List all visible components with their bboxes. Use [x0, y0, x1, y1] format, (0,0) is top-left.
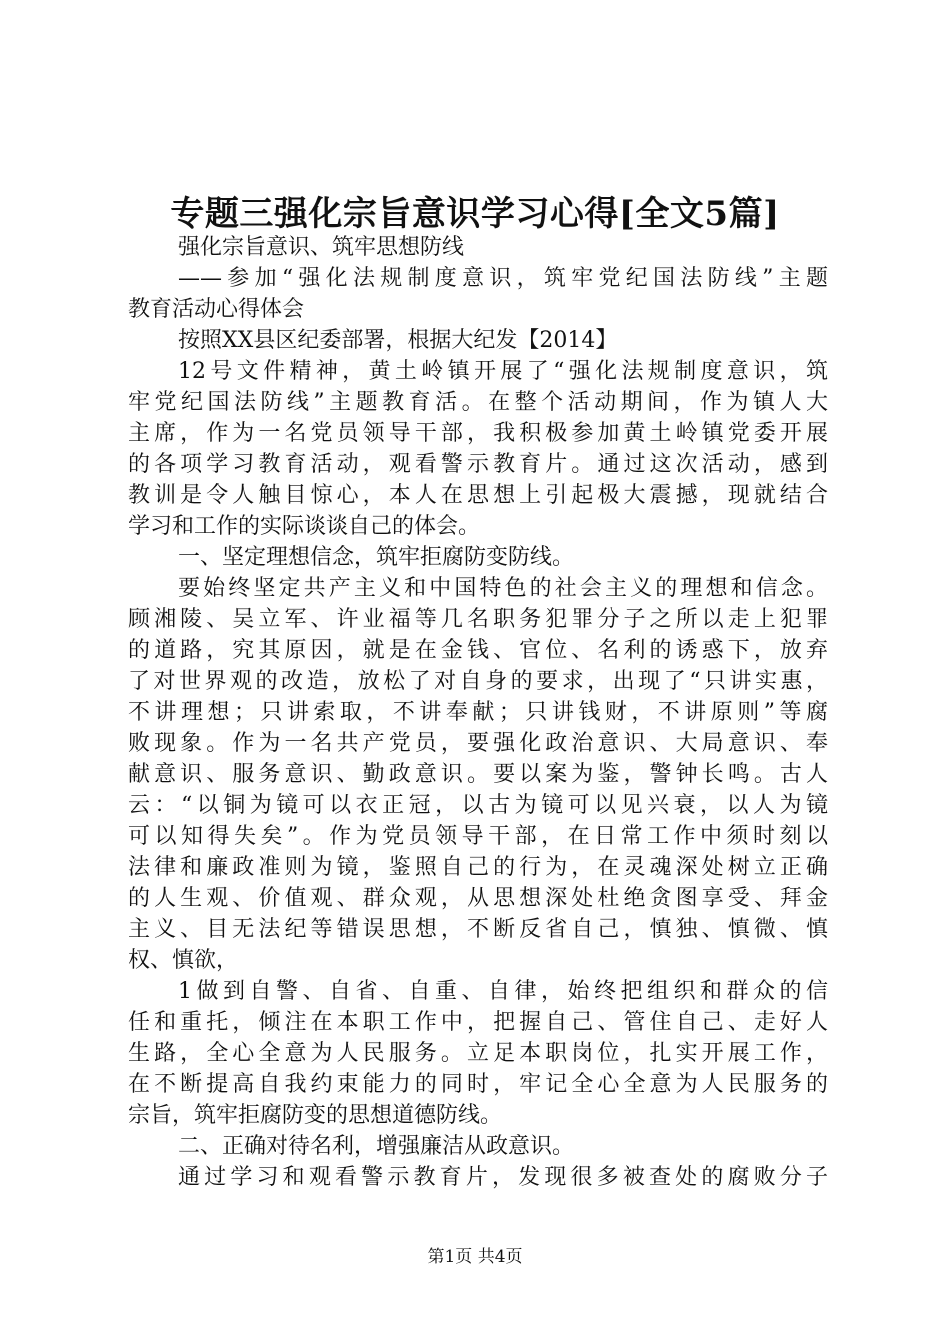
- paragraph-line: 法律和廉政准则为镜，鉴照自己的行为，在灵魂深处树立正确: [128, 855, 828, 880]
- paragraph-line: 不讲理想；只讲索取，不讲奉献；只讲钱财，不讲原则”等腐: [128, 700, 828, 725]
- subtitle-line: 教育活动心得体会: [128, 297, 305, 322]
- paragraph-line: 在不断提高自我约束能力的同时，牢记全心全意为人民服务的: [128, 1072, 828, 1097]
- paragraph-line: 生路，全心全意为人民服务。立足本职岗位，扎实开展工作，: [128, 1041, 828, 1066]
- paragraph-line: 献意识、服务意识、勤政意识。要以案为鉴，警钟长鸣。古人: [128, 762, 828, 787]
- paragraph-line: 的人生观、价值观、群众观，从思想深处杜绝贪图享受、拜金: [128, 886, 828, 911]
- paragraph-line: 了对世界观的改造，放松了对自身的要求，出现了“只讲实惠，: [128, 669, 828, 694]
- paragraph-line: 主义、目无法纪等错误思想，不断反省自己，慎独、慎微、慎: [128, 917, 828, 942]
- paragraph-line: 12号文件精神，黄土岭镇开展了“强化法规制度意识，筑: [178, 359, 828, 384]
- paragraph-line: 可以知得失矣”。作为党员领导干部，在日常工作中须时刻以: [128, 824, 828, 849]
- paragraph-line: 学习和工作的实际谈谈自己的体会。: [128, 514, 481, 539]
- paragraph-line: 的道路，究其原因，就是在金钱、官位、名利的诱惑下，放弃: [128, 638, 828, 663]
- subtitle-line: ——参加“强化法规制度意识，筑牢党纪国法防线”主题: [178, 266, 828, 291]
- document-body: [128, 232, 828, 1193]
- subtitle-line: 强化宗旨意识、筑牢思想防线: [178, 235, 465, 260]
- paragraph-line: 顾湘陵、吴立军、许业福等几名职务犯罪分子之所以走上犯罪: [128, 607, 828, 632]
- paragraph-line: 牢党纪国法防线”主题教育活。在整个活动期间，作为镇人大: [128, 390, 828, 415]
- paragraph-line: 教训是令人触目惊心，本人在思想上引起极大震撼，现就结合: [128, 483, 828, 508]
- document-title: 专题三强化宗旨意识学习心得[全文5篇]: [170, 194, 780, 234]
- paragraph-line: 权、慎欲，: [128, 948, 239, 973]
- paragraph-line: 1做到自警、自省、自重、自律，始终把组织和群众的信: [178, 979, 828, 1004]
- page-footer: 第1页 共4页: [427, 1247, 523, 1267]
- section-heading: 二、正确对待名利，增强廉洁从政意识。: [178, 1134, 575, 1159]
- paragraph-line: 宗旨，筑牢拒腐防变的思想道德防线。: [128, 1103, 503, 1128]
- paragraph-line: 败现象。作为一名共产党员，要强化政治意识、大局意识、奉: [128, 731, 828, 756]
- paragraph-line: 按照XX县区纪委部署，根据大纪发【2014】: [178, 328, 618, 353]
- paragraph-line: 的各项学习教育活动，观看警示教育片。通过这次活动，感到: [128, 452, 828, 477]
- section-heading: 一、坚定理想信念，筑牢拒腐防变防线。: [178, 545, 575, 570]
- paragraph-line: 云：“以铜为镜可以衣正冠，以古为镜可以见兴衰，以人为镜: [128, 793, 828, 818]
- paragraph-line: 要始终坚定共产主义和中国特色的社会主义的理想和信念。: [178, 576, 828, 601]
- paragraph-line: 主席，作为一名党员领导干部，我积极参加黄土岭镇党委开展: [128, 421, 828, 446]
- paragraph-line: 通过学习和观看警示教育片，发现很多被查处的腐败分子: [178, 1165, 828, 1190]
- paragraph-line: 任和重托，倾注在本职工作中，把握自己、管住自己、走好人: [128, 1010, 828, 1035]
